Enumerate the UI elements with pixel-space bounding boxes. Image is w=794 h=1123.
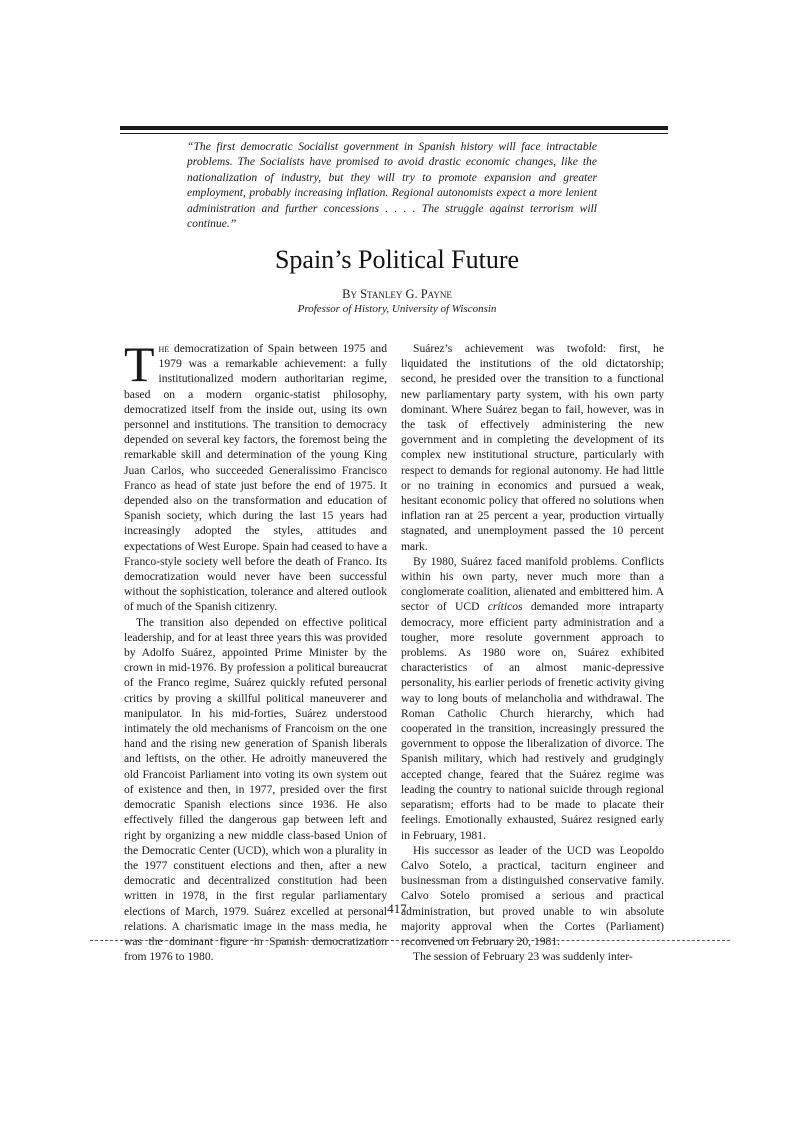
right-paragraph-2-end: demanded more intraparty democracy, more efficient party administration and a tougher, more resolute government approach to problems. As 1980 wore on, Suárez exhibited characteristics of an almost manic-depressive personality, his earlier periods of frenetic activity giving way to long bouts of melancholia and withdrawal. The Roman Catholic Church hierarchy, which had cooperated in the transition, increasingly pressured the government to oppose the liberalization of divorce. The Spanish military, which had restively and grudgingly accepted change, feared that the Suárez regime was leading the country to national suicide through regional separatism; efforts had to be made to placate their feelings. Emotionally exhausted, Suárez resigned early in February, 1981. (401, 600, 664, 842)
right-column (401, 341, 664, 964)
author-affiliation: Professor of History, University of Wisconsin (297, 303, 497, 315)
right-paragraph-4: The session of February 23 was suddenly inter- (413, 950, 633, 964)
lead-in: he (158, 342, 170, 355)
author-byline: By Stanley G. Payne (342, 287, 452, 301)
right-paragraph-1: Suárez’s achievement was twofold: first, he liquidated the institutions of the old dictatorship; second, he presided over the transition to a functional new parliamentary party system, with his own party dominant. Where Suárez began to fail, however, was in the task of effectively administering the new government and in completing the development of its complex new institutional structure, particularly with respect to demands for regional autonomy. He had little or no training in economics and pursued a weak, hesitant economic policy that offered no solutions when inflation ran at 25 percent a year, production virtually stagnated, and unemployment passed the 10 percent mark. (401, 342, 664, 553)
epigraph-quote: “The first democratic Socialist government in Spanish history will face intractable problems. The Socialists have promised to avoid drastic economic changes, like the nationalization of industry, but they will try to promote expansion and greater employment, probably increasing inflation. Regional autonomists expect a more lenient administration and further concessions . . . . The struggle against terrorism will continue.” (187, 140, 597, 231)
article-title: Spain’s Political Future (274, 245, 520, 274)
page-number: 417 (387, 901, 407, 916)
bottom-rule (90, 940, 730, 941)
left-column (124, 336, 387, 964)
right-paragraph-2 (401, 554, 664, 843)
drop-cap: T (124, 336, 155, 392)
right-paragraph-3: His successor as leader of the UCD was Leopoldo Calvo Sotelo, a practical, taciturn engineer and businessman from a distinguished conservative family. Calvo Sotelo promised a serious and practical administration, but proved unable to win absolute majority approval when the Cortes (Parliament) reconvened on February 20, 1981. (401, 843, 664, 948)
right-paragraph-2-start: By 1980, Suárez faced manifold problems. Conflicts within his own party, never much more than a conglomerate coalition, alienated and embittered him. A sector of UCD (401, 554, 664, 614)
left-paragraph-1-text: democratization of Spain between 1975 and 1979 was a remarkable achievement: a fully institutionalized modern authoritarian regime, based on a modern organic-statist philosophy, democratized itself from the inside out, using its own personnel and institutions. The transition to democracy depended on several key factors, the foremost being the remarkable skill and determination of the young King Juan Carlos, who succeeded Generalissimo Francisco Franco as head of state just before the end of 1975. It depended also on the transformation and education of Spanish society, which during the last 15 years had increasingly adopted the styles, attitudes and expectations of West Europe. Spain had ceased to have a Franco-style society well before the death of Franco. Its democratization would never have been successful without the sophistication, tolerance and altered outlook of much of the Spanish citizenry. (124, 342, 387, 614)
top-rule-thick (120, 126, 668, 130)
left-paragraph-2: The transition also depended on effective political leadership, and for at least three years this was provided by Adolfo Suárez, appointed Prime Minister by the crown in mid-1976. By profession a political bureaucrat of the Franco regime, Suárez quickly refuted personal critics by proving a skillful political maneuverer and manipulator. In his mid-forties, Suárez understood intimately the old mechanisms of Francoism on the one hand and the rising new generation of Spanish liberals and leftists, on the other. He adroitly maneuvered the old Francoist Parliament into voting its own system out of existence and then, in 1977, presided over the first democratic Spanish elections since 1936. He also effectively filled the dangerous gap between left and right by organizing a new middle class-based Union of the Democratic Center (UCD), which won a plurality in the 1977 constituent elections and then, after a new democratic and decentralized constitution had been written in 1978, in the first regular parliamentary elections of March, 1979. Suárez excelled at personal relations. A charismatic image in the mass media, he was the dominant figure in Spanish democratization from 1976 to 1980. (124, 615, 387, 964)
left-paragraph-1 (124, 336, 387, 615)
top-rule-thin (120, 133, 668, 134)
criticos-term: críticos (487, 600, 523, 614)
